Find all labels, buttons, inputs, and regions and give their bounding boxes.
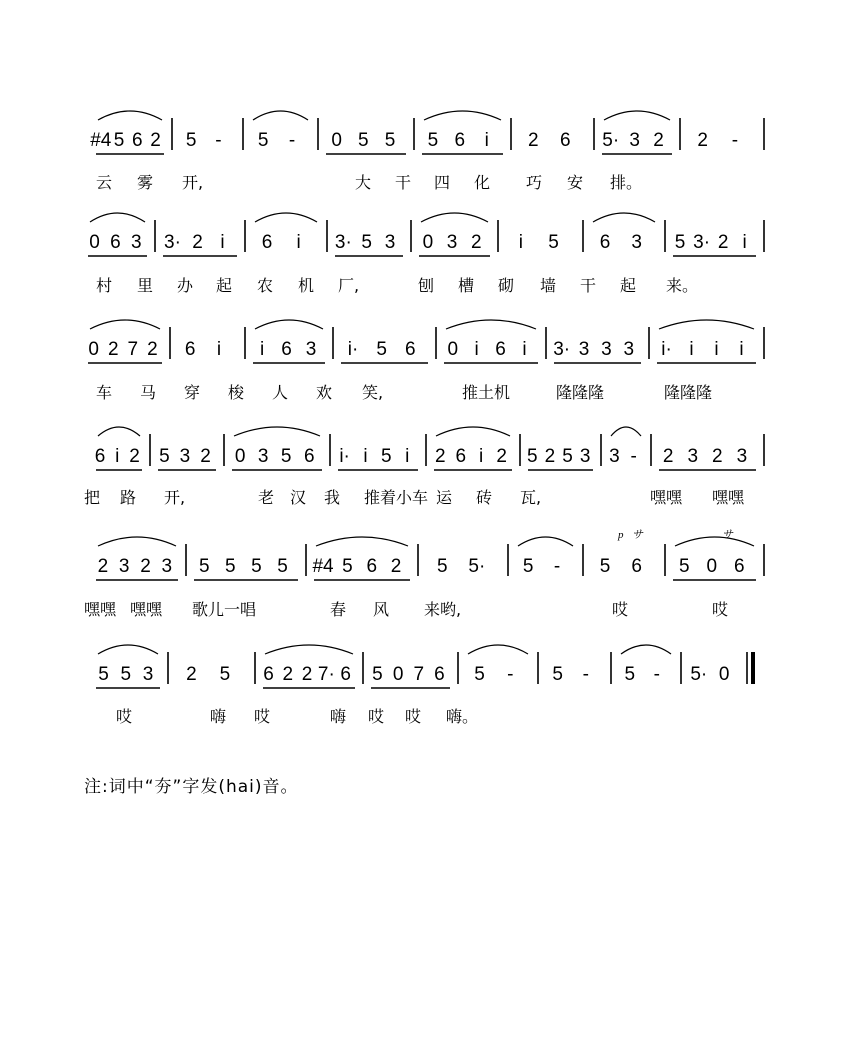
note: 5 [427, 130, 439, 151]
note: 6 [454, 130, 466, 151]
lyric: 春 [330, 600, 347, 619]
slur [675, 537, 754, 546]
note: 3 [629, 130, 640, 151]
note: 6 [559, 130, 571, 151]
note: 5 [159, 446, 170, 467]
lyric: 巧 [526, 173, 543, 192]
note: 5· [602, 130, 620, 151]
lyric: 开, [164, 488, 186, 507]
note: 5 [548, 232, 559, 253]
slur [98, 111, 162, 120]
dash-note: - [553, 556, 561, 577]
note: 3· [693, 232, 711, 253]
lyric: 排。 [610, 173, 643, 192]
note: i [259, 339, 265, 360]
lyric: 车 [96, 383, 113, 402]
lyric: 化 [474, 173, 491, 192]
note: 2 [496, 446, 507, 467]
lyric: 嗨 [210, 707, 227, 726]
slur [316, 537, 408, 546]
note: 7 [127, 339, 139, 360]
lyric: 歌儿一唱 [192, 600, 257, 619]
lyric: 马 [140, 383, 157, 402]
note: i [216, 339, 222, 360]
slur [98, 427, 140, 436]
slur [659, 320, 754, 329]
lyric: 嗨。 [446, 707, 479, 726]
score-row [96, 645, 753, 726]
note: 3 [179, 446, 191, 467]
note: 6 [340, 664, 351, 685]
note: 5 [185, 130, 197, 151]
slur [518, 537, 573, 546]
note: 6 [733, 556, 745, 577]
note: 5 [280, 446, 292, 467]
note: i [115, 446, 120, 467]
lyric: 起 [216, 276, 233, 295]
note: 6 [281, 339, 292, 360]
note: 3 [631, 232, 642, 253]
dash-note: - [630, 446, 637, 467]
lyric: 嘿嘿 [84, 600, 117, 619]
note: i [484, 130, 489, 151]
note: i· [661, 339, 672, 360]
slur [611, 427, 641, 436]
lyric: 哎 [712, 600, 729, 619]
lyric: 墙 [540, 276, 557, 295]
note: 5 [198, 556, 210, 577]
note: 5 [381, 446, 392, 467]
note: 2 [717, 232, 729, 253]
lyric: 瓦, [520, 488, 542, 507]
note: 3 [142, 664, 154, 685]
slur [604, 111, 670, 120]
note: 0 [392, 664, 404, 685]
note: 0 [706, 556, 718, 577]
dash-note: - [288, 130, 296, 151]
slur [255, 213, 317, 222]
note: 3 [161, 556, 173, 577]
note: 3 [623, 339, 635, 360]
note: 3· [553, 339, 571, 360]
note: 5 [277, 556, 288, 577]
lyric: 穿 [184, 383, 201, 402]
note: i [739, 339, 744, 360]
lyric: 隆隆隆 [556, 383, 605, 402]
note: 2 [470, 232, 482, 253]
note: 5 [372, 664, 383, 685]
lyric: 云 [96, 173, 113, 192]
lyric: 哎 [405, 707, 422, 726]
lyric: 风 [373, 600, 390, 619]
lyric: 刨 [418, 276, 435, 295]
note: 2 [140, 556, 151, 577]
note: 2 [544, 446, 556, 467]
lyric: 雾 [137, 173, 154, 192]
note: 5 [552, 664, 563, 685]
dash-note: - [731, 130, 739, 151]
note: 2 [697, 130, 708, 151]
note: 2 [528, 130, 539, 151]
lyric: 槽 [458, 276, 475, 295]
dash-note: - [507, 664, 514, 685]
note: 5 [678, 556, 690, 577]
lyric: 嘿嘿 [650, 488, 683, 507]
note: 0 [234, 446, 246, 467]
lyric: 来哟, [424, 600, 462, 619]
note: 6 [631, 556, 642, 577]
lyric: 运 [436, 488, 453, 507]
lyric: 农 [257, 276, 274, 295]
slur [265, 645, 353, 654]
slur [255, 320, 323, 329]
slur [446, 320, 536, 329]
slur [593, 213, 655, 222]
note: 6 [110, 232, 121, 253]
dynamic-mark: サ [722, 529, 733, 541]
note: 6 [303, 446, 315, 467]
note: i [518, 232, 524, 253]
note: 6 [94, 446, 106, 467]
dynamic-mark: p [618, 529, 624, 541]
note: 6 [366, 556, 378, 577]
note: 2 [712, 446, 723, 467]
lyric: 机 [298, 276, 315, 295]
score-row [84, 427, 764, 507]
note: i· [347, 339, 359, 360]
note: 5 [522, 556, 534, 577]
dynamic-mark: サ [632, 529, 643, 541]
lyric: 把 [84, 488, 101, 507]
note: 2 [662, 446, 674, 467]
note: 0 [422, 232, 434, 253]
note: 3 [579, 446, 591, 467]
dash-note: - [582, 664, 589, 685]
slur [621, 645, 671, 654]
note: i [742, 232, 747, 253]
note: 2 [435, 446, 446, 467]
note: 5 [599, 556, 611, 577]
note: 5 [257, 130, 269, 151]
note: 3· [164, 232, 181, 253]
note: 3 [118, 556, 130, 577]
note: 2 [150, 130, 161, 151]
lyric: 开, [182, 173, 204, 192]
lyric: 嗨 [330, 707, 347, 726]
lyric: 来。 [666, 276, 699, 295]
note: 6 [404, 339, 416, 360]
note: 2 [97, 556, 109, 577]
note: i [522, 339, 527, 360]
note: 3 [446, 232, 458, 253]
note: 3 [257, 446, 269, 467]
note: 3· [334, 232, 352, 253]
slur [90, 213, 145, 222]
note: 5 [674, 232, 686, 253]
note: i [474, 339, 479, 360]
score-row [88, 213, 764, 295]
note: #4 [312, 556, 334, 577]
footnote: 注:词中“夯”字发(hai)音。 [84, 777, 299, 797]
score-row [90, 111, 764, 192]
note: 5 [376, 339, 387, 360]
lyric: 路 [120, 488, 137, 507]
note: 6 [495, 339, 506, 360]
note: 0 [447, 339, 459, 360]
lyric: 哎 [612, 600, 629, 619]
lyric: 起 [620, 276, 637, 295]
slur [234, 427, 320, 436]
note: 6 [184, 339, 196, 360]
lyric: 哎 [368, 707, 385, 726]
lyric: 哎 [116, 707, 133, 726]
lyric: 嘿嘿 [712, 488, 745, 507]
note: 3 [736, 446, 748, 467]
lyric: 推土机 [462, 383, 511, 402]
note: i· [339, 446, 350, 467]
note: 0 [718, 664, 730, 685]
note: 5 [562, 446, 573, 467]
note: 5 [527, 446, 538, 467]
note: 2 [147, 339, 158, 360]
lyric: 砌 [498, 276, 515, 295]
lyric: 人 [272, 383, 289, 402]
note: 5 [384, 130, 396, 151]
note: 5 [219, 664, 231, 685]
lyric: 汉 [290, 488, 307, 507]
slur [468, 645, 528, 654]
note: 7· [317, 664, 335, 685]
dash-note: - [653, 664, 660, 685]
note: 2 [200, 446, 211, 467]
slur [98, 537, 176, 546]
note: 5 [436, 556, 448, 577]
note: 3 [305, 339, 317, 360]
note: 0 [331, 130, 342, 151]
note: i [714, 339, 719, 360]
lyric: 老 [258, 488, 275, 507]
lyric: 大 [355, 173, 372, 192]
note: 2 [192, 232, 203, 253]
slur [90, 320, 160, 329]
note: 6 [263, 664, 274, 685]
note: 3 [609, 446, 620, 467]
note: #4 [90, 130, 112, 151]
note: i [296, 232, 301, 253]
score-row [84, 529, 764, 619]
score-row [88, 320, 764, 402]
note: i [689, 339, 694, 360]
note: 6 [599, 232, 611, 253]
note: 2 [301, 664, 313, 685]
lyric: 安 [567, 173, 584, 192]
note: 6 [434, 664, 445, 685]
note: 2 [186, 664, 197, 685]
slur [436, 427, 510, 436]
lyric: 嘿嘿 [130, 600, 163, 619]
note: 3 [687, 446, 699, 467]
lyric: 欢 [316, 383, 333, 402]
note: 5 [120, 664, 132, 685]
note: 5 [342, 556, 353, 577]
lyric: 干 [395, 173, 412, 192]
lyric: 我 [324, 488, 341, 507]
note: 5· [468, 556, 486, 577]
slur [98, 645, 158, 654]
note: 0 [89, 232, 100, 253]
note: 2 [107, 339, 119, 360]
lyric: 推着小车 [364, 488, 429, 507]
lyric: 隆隆隆 [664, 383, 713, 402]
note: 2 [390, 556, 402, 577]
note: 5 [225, 556, 236, 577]
note: 5 [474, 664, 485, 685]
note: 5 [113, 130, 125, 151]
lyric: 四 [434, 173, 451, 192]
note: 3 [601, 339, 612, 360]
note: 2 [282, 664, 294, 685]
note: 5 [251, 556, 262, 577]
note: 6 [261, 232, 273, 253]
note: 5 [624, 664, 636, 685]
note: 3 [384, 232, 396, 253]
note: 6 [132, 130, 143, 151]
dash-note: - [215, 130, 222, 151]
note: 5 [361, 232, 372, 253]
lyric: 砖 [476, 488, 493, 507]
lyric: 干 [580, 276, 597, 295]
note: i [363, 446, 368, 467]
slur [421, 213, 488, 222]
lyric: 梭 [228, 383, 245, 402]
note: 5 [98, 664, 109, 685]
lyric: 里 [137, 276, 154, 295]
note: 2 [129, 446, 140, 467]
note: 2 [653, 130, 664, 151]
note: 3 [130, 232, 142, 253]
lyric: 村 [96, 276, 113, 295]
note: i [405, 446, 410, 467]
note: i [479, 446, 484, 467]
note: 7 [413, 664, 425, 685]
lyric: 办 [177, 276, 194, 295]
note: 5· [690, 664, 708, 685]
slur [253, 111, 308, 120]
note: 0 [88, 339, 99, 360]
slur [424, 111, 501, 120]
note: 3 [578, 339, 590, 360]
lyric: 哎 [254, 707, 271, 726]
note: 6 [455, 446, 467, 467]
lyric: 厂, [338, 276, 360, 295]
note: 5 [358, 130, 369, 151]
lyric: 笑, [362, 383, 384, 402]
note: i [220, 232, 225, 253]
